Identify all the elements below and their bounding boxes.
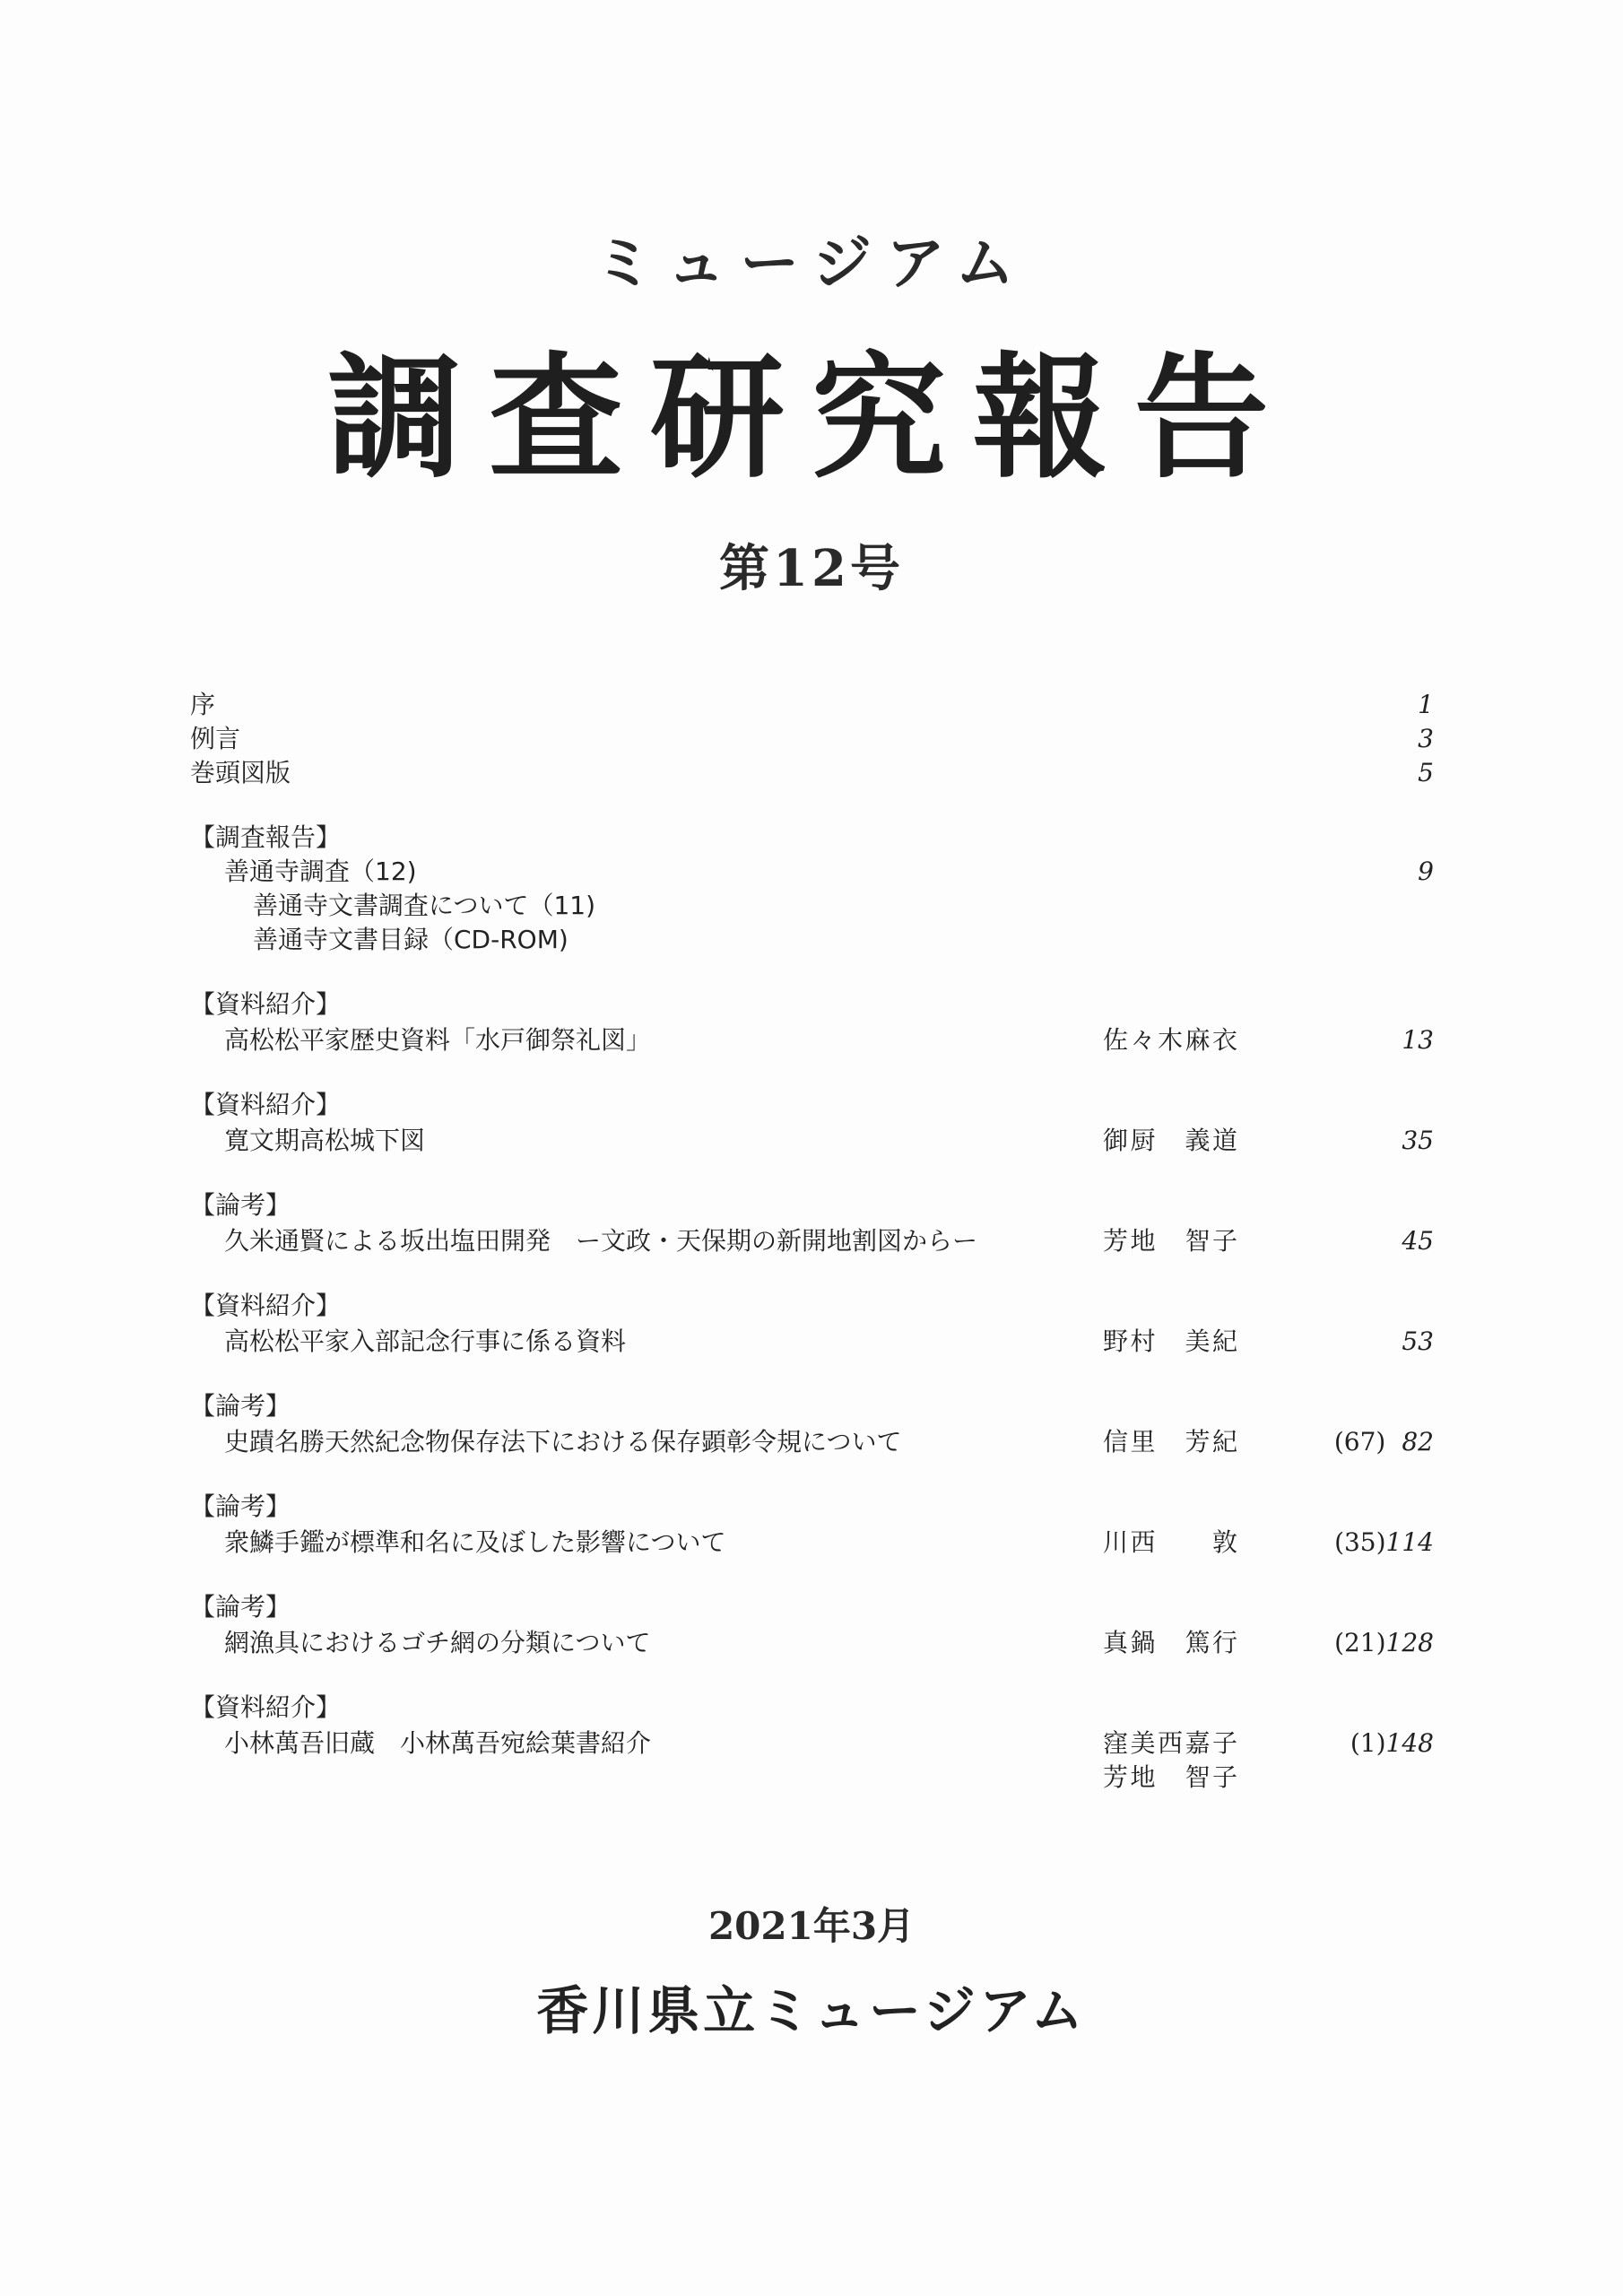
issue-number: 第12号	[719, 539, 904, 598]
toc-entry-author: 佐々木麻衣	[1103, 1025, 1237, 1055]
toc-front-label: 序	[190, 690, 216, 719]
toc-entry-author: 真鍋 篤行	[1103, 1628, 1237, 1657]
toc-entry-page: 13	[1402, 1025, 1434, 1055]
toc-category: 【論考】	[190, 1190, 291, 1220]
toc-entry-page-paren: (1)	[1350, 1728, 1386, 1758]
toc-subitem: 善通寺文書目録（CD-ROM)	[253, 925, 568, 954]
toc-category: 【資料紹介】	[190, 1291, 342, 1320]
toc-front-label: 巻頭図版	[190, 758, 291, 787]
toc-entry-author: 信里 芳紀	[1103, 1427, 1237, 1457]
publisher-name: 香川県立ミュージアム	[536, 1980, 1087, 2041]
toc-entry-pages	[1350, 1728, 1434, 1758]
toc-front-label: 例言	[190, 724, 241, 753]
toc-front-page: 1	[1418, 690, 1434, 719]
toc-entry-title: 史蹟名勝天然紀念物保存法下における保存顕彰令規について	[224, 1427, 902, 1457]
toc-category: 【調査報告】	[190, 822, 342, 852]
toc-subitem: 善通寺文書調査について（11)	[253, 891, 595, 920]
toc-entry-author: 芳地 智子	[1103, 1762, 1237, 1792]
toc-entry-page: 35	[1402, 1126, 1434, 1155]
toc-entry-page: 53	[1402, 1326, 1434, 1356]
toc-entry-page-paren: (21)	[1334, 1628, 1386, 1657]
toc-entry-page: 114	[1385, 1527, 1434, 1557]
toc-entry-page: 128	[1385, 1628, 1434, 1657]
toc-category: 【論考】	[190, 1492, 291, 1521]
publication-date: 2021年3月	[707, 1904, 916, 1948]
toc-front-page: 5	[1418, 758, 1434, 787]
toc-entry-title: 衆鱗手鑑が標準和名に及ぼした影響について	[224, 1527, 726, 1557]
journal-subtitle: ミュージアム	[594, 228, 1029, 298]
toc-category: 【資料紹介】	[190, 989, 342, 1019]
toc-category: 【資料紹介】	[190, 1090, 342, 1119]
toc-entry-page: 9	[1418, 857, 1434, 886]
toc-entry-author: 御厨 義道	[1103, 1126, 1237, 1155]
toc-entry-page: 45	[1402, 1226, 1434, 1256]
toc-entry-author: 芳地 智子	[1103, 1226, 1237, 1256]
toc-entry-author: 川西 敦	[1103, 1527, 1237, 1557]
toc-entry-author: 野村 美紀	[1103, 1326, 1237, 1356]
toc-entry-title: 高松松平家入部記念行事に係る資料	[224, 1326, 627, 1356]
toc-category: 【資料紹介】	[190, 1692, 342, 1722]
toc-entry-title: 久米通賢による坂出塩田開発 ー文政・天保期の新開地割図からー	[224, 1226, 978, 1256]
toc-entry-page: 148	[1385, 1728, 1434, 1758]
toc-category: 【論考】	[190, 1391, 291, 1421]
toc-entry-pages	[1334, 1527, 1434, 1557]
toc-front-page: 3	[1418, 724, 1434, 753]
toc-entry-title: 網漁具におけるゴチ網の分類について	[224, 1628, 651, 1657]
toc-entry-pages	[1333, 1427, 1434, 1457]
toc-entry-title: 小林萬吾旧蔵 小林萬吾宛絵葉書紹介	[224, 1728, 652, 1758]
toc-category: 【論考】	[190, 1592, 291, 1622]
toc-entry-author: 窪美西嘉子	[1103, 1728, 1237, 1758]
toc-entry-title: 善通寺調査（12)	[224, 857, 417, 886]
toc-entry-page: 82	[1402, 1427, 1434, 1457]
toc-entry-pages	[1334, 1628, 1434, 1657]
journal-title: 調査研究報告	[326, 339, 1296, 497]
toc-entry-page-paren: (67)	[1333, 1427, 1386, 1457]
toc-entry-title: 寛文期高松城下図	[224, 1126, 426, 1155]
toc-entry-page-paren: (35)	[1334, 1527, 1386, 1557]
toc-entry-title: 高松松平家歴史資料「水戸御祭礼図」	[224, 1025, 652, 1055]
